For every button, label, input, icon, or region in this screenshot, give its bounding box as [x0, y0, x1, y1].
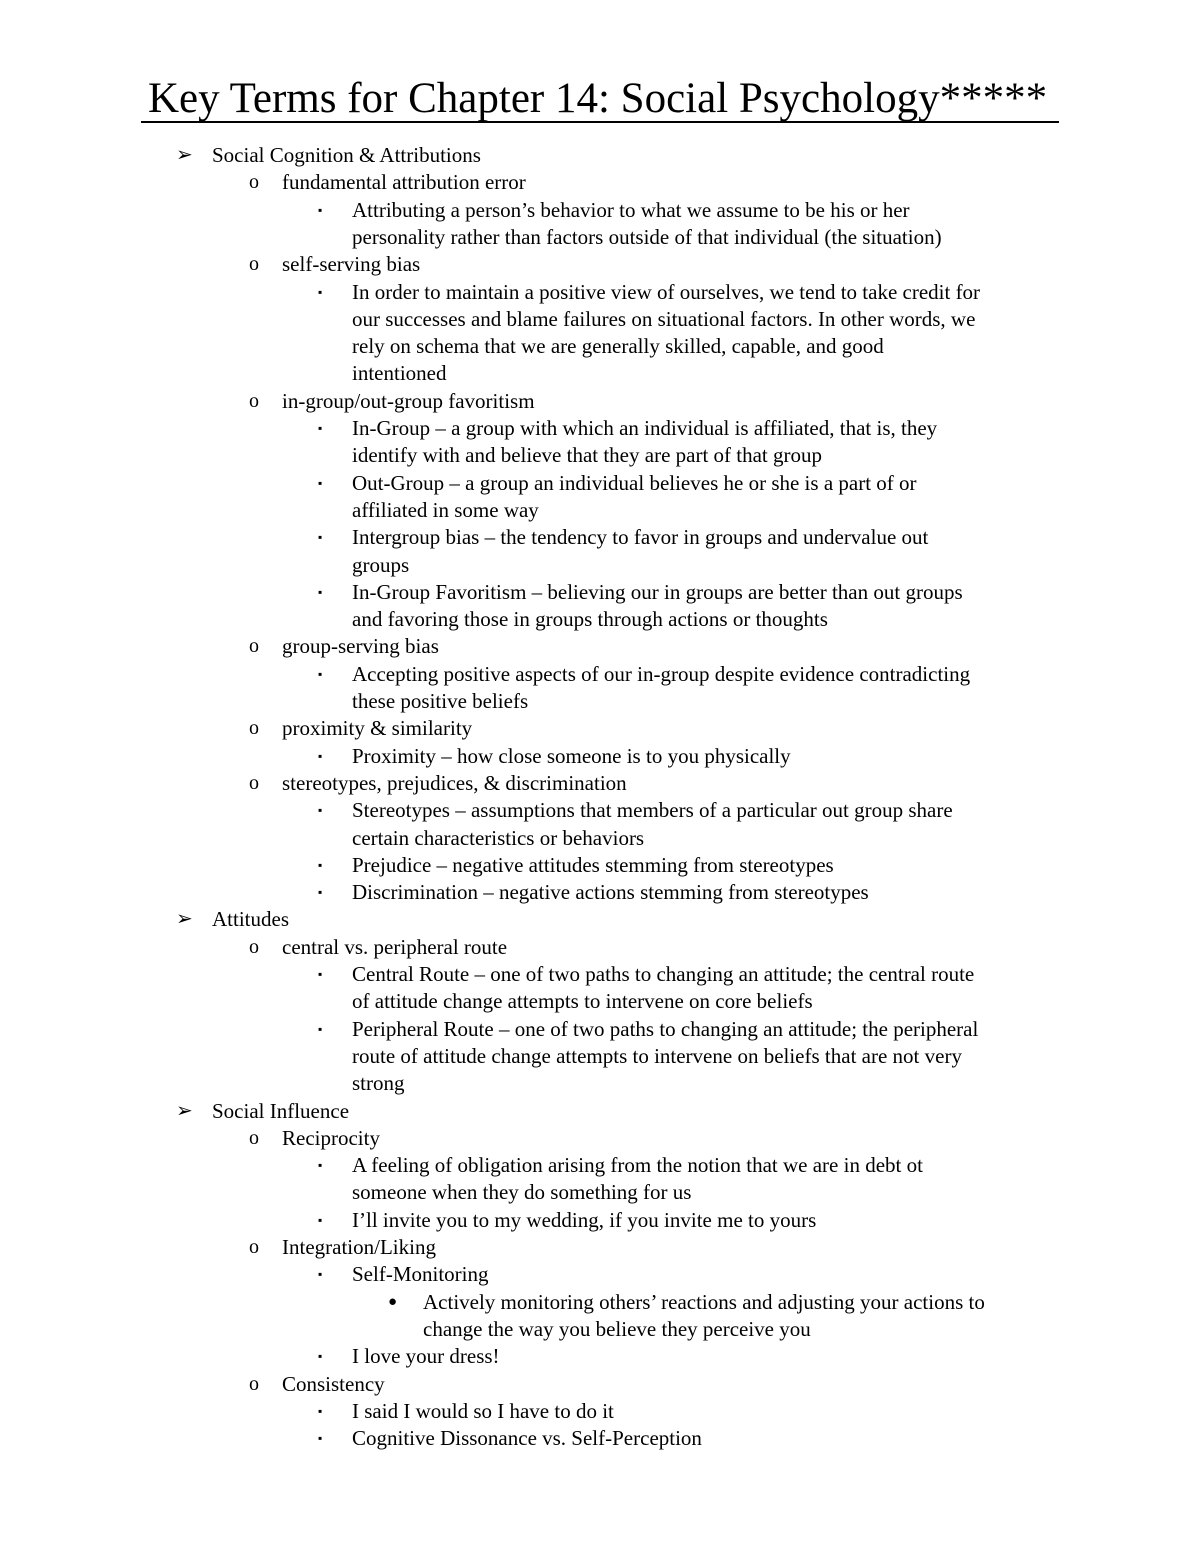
outline-level-3-text: of attitude change attempts to intervene on core beliefs [352, 989, 813, 1014]
outline-level-3-text: our successes and blame failures on situational factors. In other words, we [352, 306, 976, 331]
outline-level-3-text: In-Group Favoritism – believing our in groups are better than out groups [352, 579, 963, 604]
outline-level-3-text: certain characteristics or behaviors [352, 825, 645, 850]
outline-level-2-text: fundamental attribution error [282, 170, 526, 195]
circle-bullet-icon: o [249, 1236, 259, 1258]
square-bullet-icon: ▪ [318, 885, 323, 900]
outline-level-3-text: In order to maintain a positive view of ourselves, we tend to take credit for [352, 279, 981, 304]
outline-level-2-text: Consistency [282, 1371, 385, 1396]
page-title: Key Terms for Chapter 14: Social Psychology***** [148, 75, 1048, 122]
outline-level-1-text: Social Influence [212, 1098, 350, 1123]
outline-level-3-text: A feeling of obligation arising from the notion that we are in debt ot [352, 1153, 923, 1178]
outline-level-3-text: Prejudice – negative attitudes stemming from stereotypes [352, 852, 834, 877]
outline-level-3-text: affiliated in some way [352, 497, 539, 522]
circle-bullet-icon: o [249, 935, 259, 958]
outline-level-3-text: In-Group – a group with which an individual is affiliated, that is, they [352, 416, 938, 440]
circle-bullet-icon: o [249, 1126, 259, 1149]
circle-bullet-icon: o [249, 171, 259, 194]
outline-level-3-text: Cognitive Dissonance vs. Self-Perception [352, 1426, 702, 1451]
outline-level-3-text: I’ll invite you to my wedding, if you invite me to yours [352, 1207, 817, 1232]
square-bullet-icon: ▪ [318, 1349, 323, 1364]
outline-level-3-text: identify with and believe that they are part of that group [352, 443, 823, 468]
circle-bullet-icon: o [249, 389, 259, 412]
outline-level-4-text: Actively monitoring others’ reactions and adjusting your actions to [423, 1289, 985, 1314]
outline-level-3-text: Self-Monitoring [352, 1262, 489, 1287]
square-bullet-icon: ▪ [318, 475, 323, 490]
outline-level-2-text: stereotypes, prejudices, & discrimination [282, 770, 627, 795]
square-bullet-icon: ▪ [318, 1212, 323, 1227]
outline-level-3-text: I love your dress! [352, 1344, 500, 1369]
square-bullet-icon: ▪ [318, 967, 323, 981]
outline-level-1-text: Social Cognition & Attributions [212, 143, 481, 167]
outline-level-1-text: Attitudes [212, 907, 289, 932]
outline-level-3-text: strong [352, 1071, 405, 1096]
outline-level-3-text: Discrimination – negative actions stemming from stereotypes [352, 880, 869, 905]
square-bullet-icon: ▪ [318, 421, 323, 435]
outline-level-3-text: personality rather than factors outside of that individual (the situation) [352, 224, 942, 249]
circle-bullet-icon: o [249, 253, 259, 276]
square-bullet-icon: ▪ [318, 1431, 323, 1446]
outline-level-3-text: Central Route – one of two paths to changing an attitude; the central route [352, 962, 975, 986]
square-bullet-icon: ▪ [318, 530, 323, 545]
outline-level-3-text: Proximity – how close someone is to you physically [352, 743, 791, 768]
outline-level-3-text: Intergroup bias – the tendency to favor in groups and undervalue out [352, 525, 929, 550]
outline-level-2-text: group-serving bias [282, 634, 439, 659]
arrow-bullet-icon: ➢ [176, 1099, 193, 1122]
outline-level-3-text: Out-Group – a group an individual believes he or she is a part of or [352, 470, 917, 495]
square-bullet-icon: ▪ [318, 284, 323, 299]
outline-level-3-text: these positive beliefs [352, 689, 529, 713]
square-bullet-icon: ▪ [318, 1158, 323, 1173]
square-bullet-icon: ▪ [318, 584, 323, 599]
circle-bullet-icon: o [249, 771, 259, 794]
outline-level-3-text: and favoring those in groups through actions or thoughts [352, 607, 828, 632]
square-bullet-icon: ▪ [318, 803, 323, 818]
square-bullet-icon: ▪ [318, 1021, 323, 1036]
outline-level-3-text: rely on schema that we are generally skilled, capable, and good [352, 334, 884, 359]
circle-bullet-icon: o [249, 1372, 259, 1395]
square-bullet-icon: ▪ [318, 857, 323, 872]
circle-bullet-icon: o [249, 717, 259, 740]
square-bullet-icon: ▪ [318, 666, 323, 681]
square-bullet-icon: ▪ [318, 202, 323, 217]
outline-level-3-text: someone when they do something for us [352, 1180, 692, 1205]
outline-level-3-text: groups [352, 552, 410, 577]
circle-bullet-icon: o [249, 635, 259, 658]
square-bullet-icon: ▪ [318, 1267, 323, 1282]
outline-level-3-text: Stereotypes – assumptions that members of a particular out group share [352, 798, 953, 823]
arrow-bullet-icon: ➢ [176, 908, 193, 931]
outline-level-2-text: in-group/out-group favoritism [282, 388, 535, 413]
outline-level-2-text: self-serving bias [282, 252, 421, 277]
outline-level-2-text: Reciprocity [282, 1125, 380, 1150]
square-bullet-icon: ▪ [318, 1403, 323, 1418]
outline-level-2-text: central vs. peripheral route [282, 934, 508, 959]
outline-level-3-text: route of attitude change attempts to intervene on beliefs that are not very [352, 1043, 962, 1068]
arrow-bullet-icon: ➢ [176, 144, 193, 166]
outline-level-3-text: I said I would so I have to do it [352, 1398, 614, 1423]
square-bullet-icon: ▪ [318, 748, 323, 763]
outline-level-3-text: Accepting positive aspects of our in-group despite evidence contradicting [352, 661, 971, 686]
outline-level-3-text: Attributing a person’s behavior to what we assume to be his or her [352, 197, 910, 222]
outline-level-4-text: change the way you believe they perceive you [423, 1316, 811, 1341]
dot-bullet-icon: ● [388, 1293, 398, 1310]
outline-level-2-text: Integration/Liking [282, 1235, 436, 1259]
outline-level-3-text: Peripheral Route – one of two paths to changing an attitude; the peripheral [352, 1016, 979, 1041]
outline-level-2-text: proximity & similarity [282, 716, 473, 741]
outline-level-3-text: intentioned [352, 361, 447, 386]
title-underline [141, 121, 1059, 123]
